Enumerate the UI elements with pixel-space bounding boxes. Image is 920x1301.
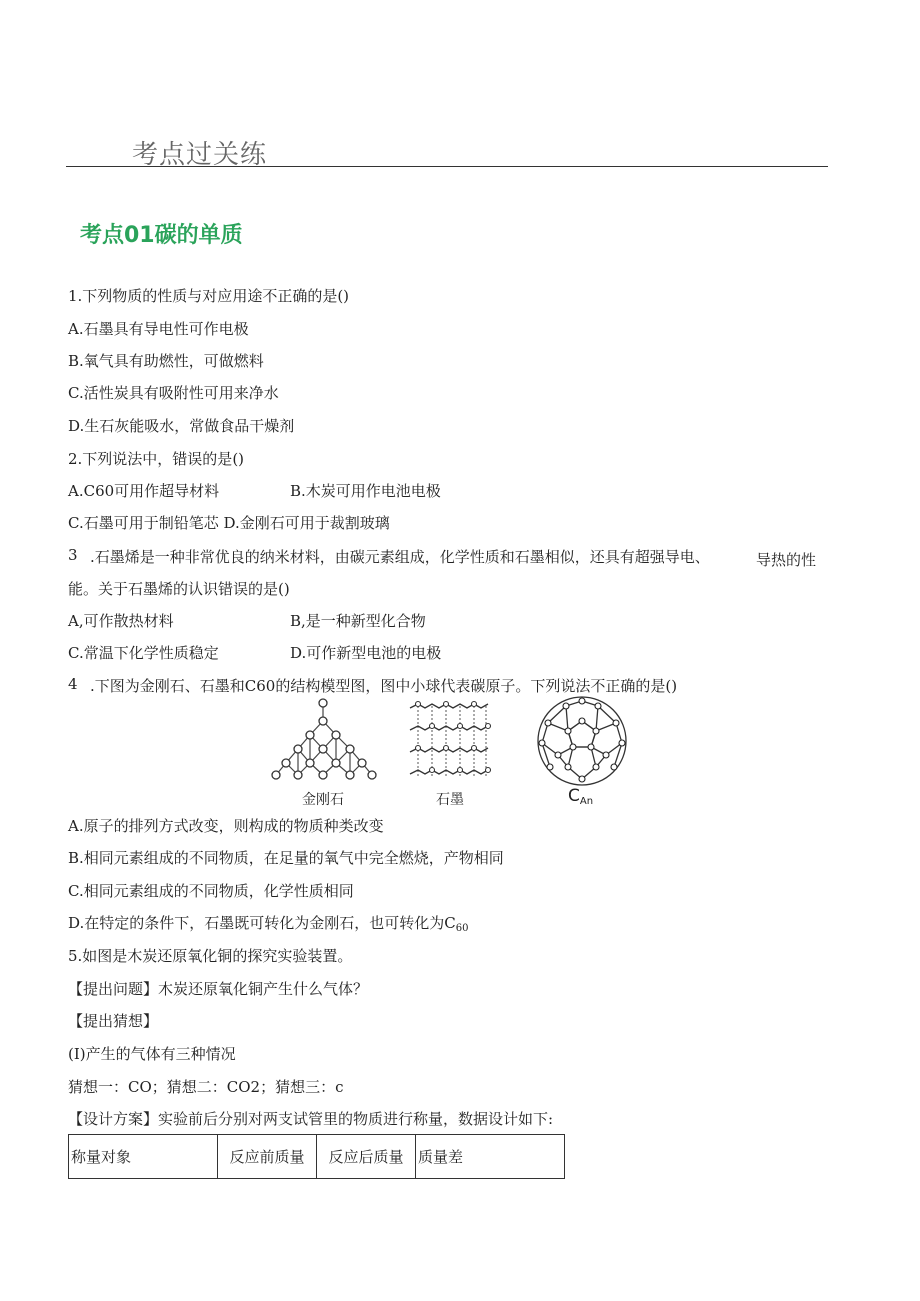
q5-stem: 5.如图是木炭还原氧化铜的探究实验装置。	[68, 947, 353, 965]
page-header-title: 考点过关练	[132, 140, 268, 170]
q4-option-c: C.相同元素组成的不同物质，化学性质相同	[68, 882, 354, 900]
weighing-table	[68, 1134, 565, 1179]
q1-option-c: C.活性炭具有吸附性可用来净水	[68, 384, 279, 402]
q2-stem: 2.下列说法中，错误的是()	[68, 450, 245, 468]
diamond-structure-figure	[268, 695, 378, 785]
q5-guesses: 猜想一：CO；猜想二：CO2；猜想三：c	[68, 1078, 344, 1096]
q3-option-b: B,是一种新型化合物	[290, 612, 426, 630]
q2-option-a: A.C60可用作超导材料	[68, 482, 220, 500]
q3-option-a: A,可作散热材料	[68, 612, 174, 630]
q1-option-d: D.生石灰能吸水，常做食品干燥剂	[68, 417, 295, 435]
q5-design: 【设计方案】实验前后分别对两支试管里的物质进行称量，数据设计如下:	[68, 1110, 554, 1128]
q3-option-c: C.常温下化学性质稳定	[68, 644, 219, 662]
diamond-label: 金刚石	[302, 792, 344, 808]
table-header-cell: 反应后质量	[317, 1135, 416, 1179]
q2-option-cd: C.石墨可用于制铅笔芯 D.金刚石可用于裁割玻璃	[68, 514, 390, 532]
q3-option-d: D.可作新型电池的电极	[290, 644, 442, 662]
q4-option-d	[68, 912, 468, 934]
c60-label-main: C	[568, 786, 580, 806]
q1-stem: 1.下列物质的性质与对应用途不正确的是()	[68, 287, 350, 305]
c60-structure-figure	[530, 693, 634, 789]
q1-option-a: A.石墨具有导电性可作电极	[68, 320, 249, 338]
q4-stem: .下图为金刚石、石墨和C60的结构模型图，图中小球代表碳原子。下列说法不正确的是()	[90, 677, 678, 695]
table-header-cell: 称量对象	[69, 1135, 218, 1179]
q2-option-b: B.木炭可用作电池电极	[290, 482, 441, 500]
header-divider	[66, 166, 828, 167]
q5-hypothesis-heading: 【提出猜想】	[68, 1012, 159, 1030]
table-header-cell: 反应前质量	[218, 1135, 317, 1179]
c60-label-sub: An	[579, 796, 594, 807]
q4-option-b: B.相同元素组成的不同物质，在足量的氧气中完全燃烧，产物相同	[68, 849, 504, 867]
q3-stem-tail: 导热的性	[756, 551, 817, 569]
graphite-structure-figure	[408, 698, 492, 782]
q4-number: 4	[68, 675, 78, 693]
section-title: 考点01碳的单质	[80, 223, 243, 248]
table-header-cell: 质量差	[416, 1135, 565, 1179]
q5-part1: (I)产生的气体有三种情况	[68, 1045, 236, 1063]
graphite-label: 石墨	[436, 792, 464, 808]
q4-option-d-text: D.在特定的条件下，石墨既可转化为金刚石，也可转化为C	[68, 914, 456, 932]
c60-label	[568, 786, 593, 807]
q3-number: 3	[68, 546, 78, 564]
q4-option-a: A.原子的排列方式改变，则构成的物质种类改变	[68, 817, 384, 835]
q5-question: 【提出问题】木炭还原氧化铜产生什么气体？	[68, 980, 369, 998]
q3-stem: .石墨烯是一种非常优良的纳米材料，由碳元素组成，化学性质和石墨相似，还具有超强导电、	[90, 548, 710, 566]
q1-option-b: B.氧气具有助燃性，可做燃料	[68, 352, 264, 370]
table-header-row	[69, 1135, 565, 1179]
q4-option-d-subscript: 60	[455, 923, 469, 934]
q3-stem-continued: 能。关于石墨烯的认识错误的是()	[68, 580, 290, 598]
